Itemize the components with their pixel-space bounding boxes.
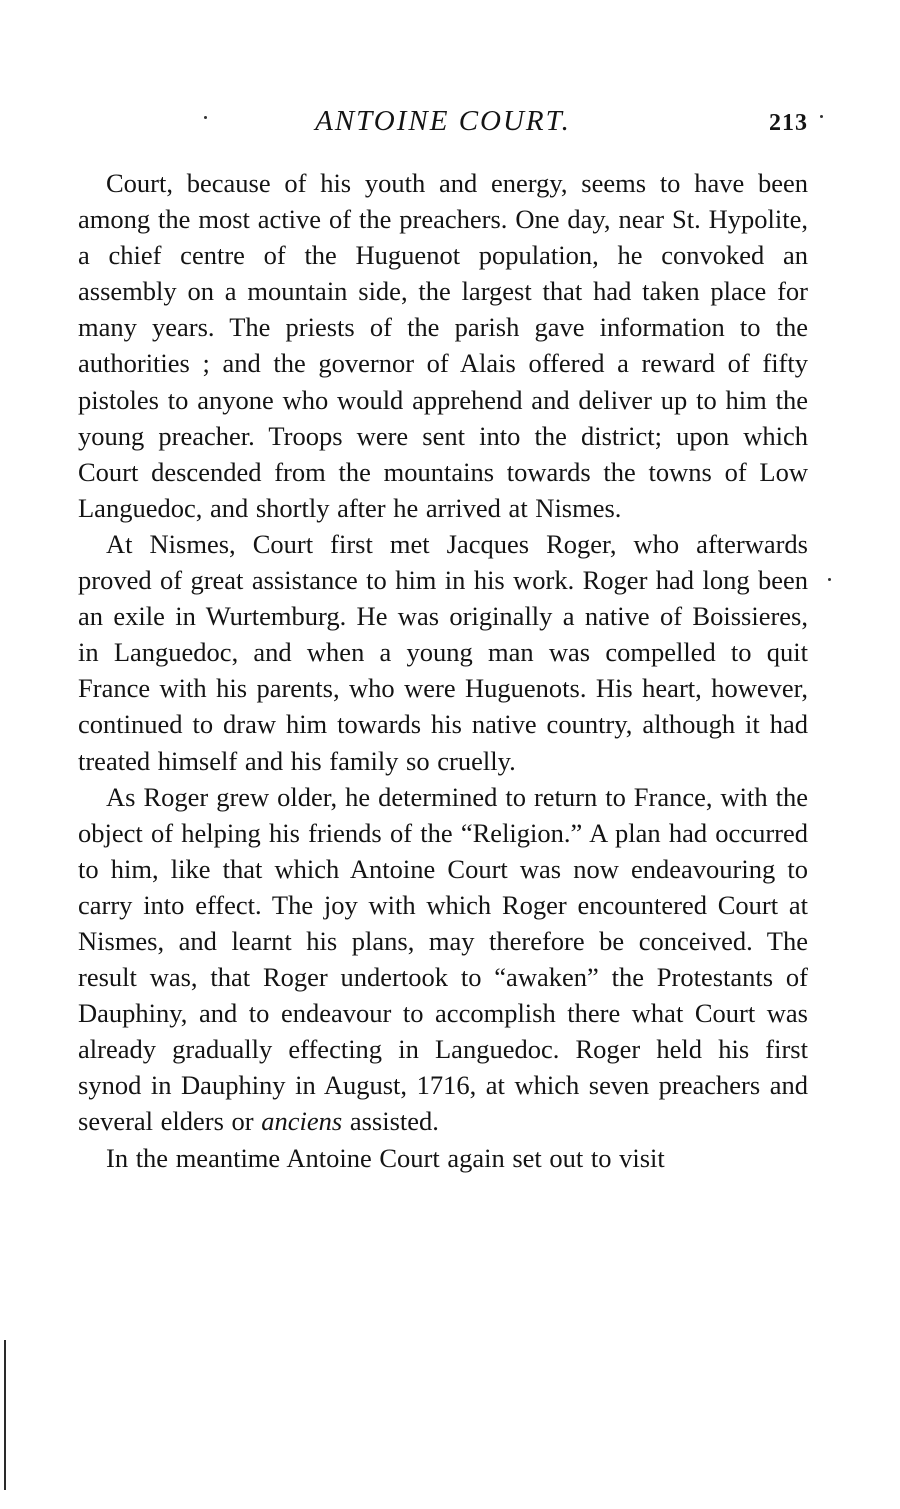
page-number: 213 (769, 110, 808, 136)
running-title: ANTOINE COURT. (315, 105, 571, 137)
italic-term: anciens (261, 1106, 343, 1137)
print-speck (828, 578, 831, 581)
body-text (78, 165, 808, 1176)
page-edge-shadow (4, 1340, 6, 1490)
paragraph-3-text: As Roger grew older, he determined to return to France, with the object of helping his friends of the “Religion.” A plan had occurred to him, like that which Antoine Court was now endeavouring to carry into effect. The joy with which Roger encountered Court at Nismes, and learnt his plans, may therefore be conceived. The result was, that Roger undertook to “awaken” the Protestants of Dauphiny, and to endeavour to accomplish there what Court was already gradually effecting in Languedoc. Roger held his first synod in Dauphiny in August, 1716, at which seven preachers and several elders or (78, 781, 808, 1137)
page-header (78, 103, 808, 143)
print-speck (820, 115, 823, 118)
paragraph-2: At Nismes, Court first met Jacques Roger, who afterwards proved of great assistance to him in his work. Roger had long been an exile in Wurtemburg. He was originally a native of Boissieres, in Languedoc, and when a young man was compelled to quit France with his parents, who were Huguenots. His heart, however, continued to draw him towards his native country, although it had treated himself and his family so cruelly. (78, 528, 808, 776)
paragraph-3 (78, 779, 808, 1140)
paragraph-4: In the meantime Antoine Court again set out to visit (106, 1142, 665, 1173)
paragraph-1: Court, because of his youth and energy, seems to have been among the most active of the preachers. One day, near St. Hypolite, a chief centre of the Huguenot population, he convoked an assembly on a mountain side, the largest that had taken place for many years. The priests of the parish gave information to the authorities ; and the governor of Alais offered a reward of fifty pistoles to anyone who would apprehend and deliver up to him the young preacher. Troops were sent into the district; upon which Court descended from the mountains towards the towns of Low Languedoc, and shortly after he arrived at Nismes. (78, 168, 808, 523)
print-speck (204, 116, 207, 119)
paragraph-3-ending: assisted. (349, 1106, 439, 1137)
